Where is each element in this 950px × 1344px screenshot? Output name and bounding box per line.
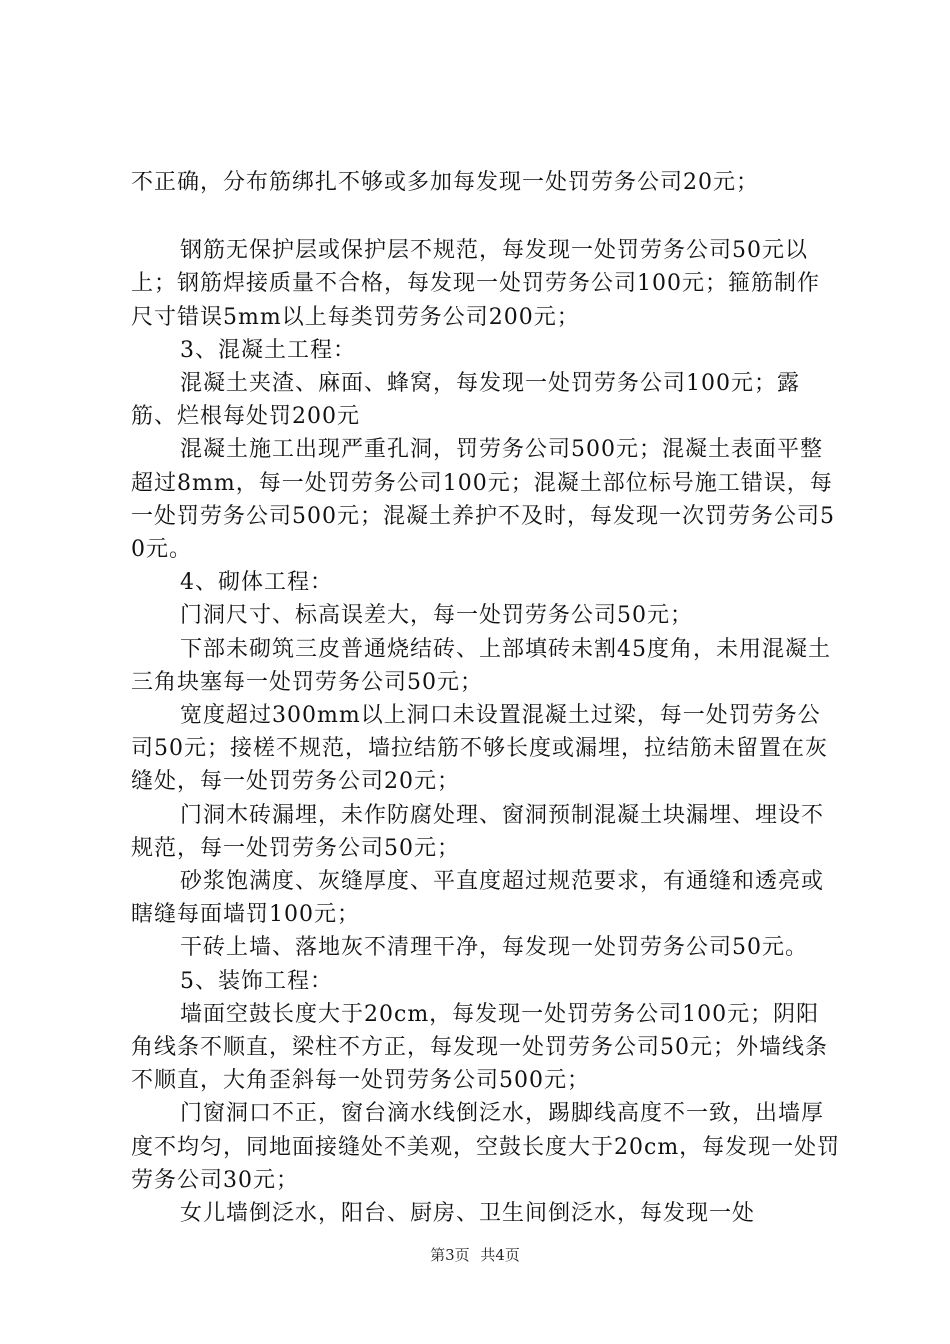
page-total: 共4页	[480, 1246, 520, 1264]
paragraph-concrete-holes: 混凝土施工出现严重孔洞，罚劳务公司500元；混凝土表面平整超过8mm，每一处罚劳务公司100元；混凝土部位标号施工错误，每一处罚劳务公司500元；混凝土养护不及时，每发现一次罚劳务公司50元。	[131, 437, 835, 563]
section-heading-decoration: 5、装饰工程：	[180, 968, 333, 994]
paragraph-concrete-defects: 混凝土夹渣、麻面、蜂窝，每发现一处罚劳务公司100元；露筋、烂根每处罚200元	[131, 371, 800, 430]
document-body	[131, 166, 841, 1230]
paragraph-gap	[131, 199, 841, 234]
paragraph-mortar: 砂浆饱满度、灰缝厚度、平直度超过规范要求，有通缝和透亮或瞎缝每面墙罚100元；	[131, 869, 825, 928]
paragraph-rebar-protection: 钢筋无保护层或保护层不规范，每发现一处罚劳务公司50元以上；钢筋焊接质量不合格，每发现一处罚劳务公司100元；箍筋制作尺寸错误5mm以上每类罚劳务公司200元；	[131, 238, 820, 330]
paragraph-wood-brick: 门洞木砖漏埋，未作防腐处理、窗洞预制混凝土块漏埋、埋设不规范，每一处罚劳务公司50元；	[131, 802, 825, 861]
paragraph-door-opening: 门洞尺寸、标高误差大，每一处罚劳务公司50元；	[180, 603, 693, 629]
paragraph-brick-courses: 下部未砌筑三皮普通烧结砖、上部填砖未割45度角，未用混凝土三角块塞每一处罚劳务公司50元；	[131, 636, 831, 695]
paragraph-window-openings: 门窗洞口不正，窗台滴水线倒泛水，踢脚线高度不一致，出墙厚度不均匀，同地面接缝处不美观，空鼓长度大于20cm，每发现一处罚劳务公司30元；	[131, 1101, 841, 1193]
paragraph-parapet: 女儿墙倒泛水，阳台、厨房、卫生间倒泛水，每发现一处	[180, 1201, 756, 1227]
paragraph-lintel: 宽度超过300mm以上洞口未设置混凝土过梁，每一处罚劳务公司50元；接槎不规范，墙拉结筋不够长度或漏埋，拉结筋未留置在灰缝处，每一处罚劳务公司20元；	[131, 703, 828, 795]
paragraph-continuation: 不正确，分布筋绑扎不够或多加每发现一处罚劳务公司20元；	[131, 170, 759, 195]
paragraph-wall-hollowing: 墙面空鼓长度大于20cm，每发现一处罚劳务公司100元；阴阳角线条不顺直，梁柱不方正，每发现一处罚劳务公司50元；外墙线条不顺直，大角歪斜每一处罚劳务公司500元；	[131, 1001, 828, 1094]
paragraph-dry-brick: 干砖上墙、落地灰不清理干净，每发现一处罚劳务公司50元。	[180, 935, 808, 961]
page-footer	[0, 1244, 950, 1265]
section-heading-concrete: 3、混凝土工程：	[180, 337, 356, 363]
section-heading-masonry: 4、砌体工程：	[180, 570, 333, 596]
page-number: 第3页	[430, 1246, 470, 1264]
